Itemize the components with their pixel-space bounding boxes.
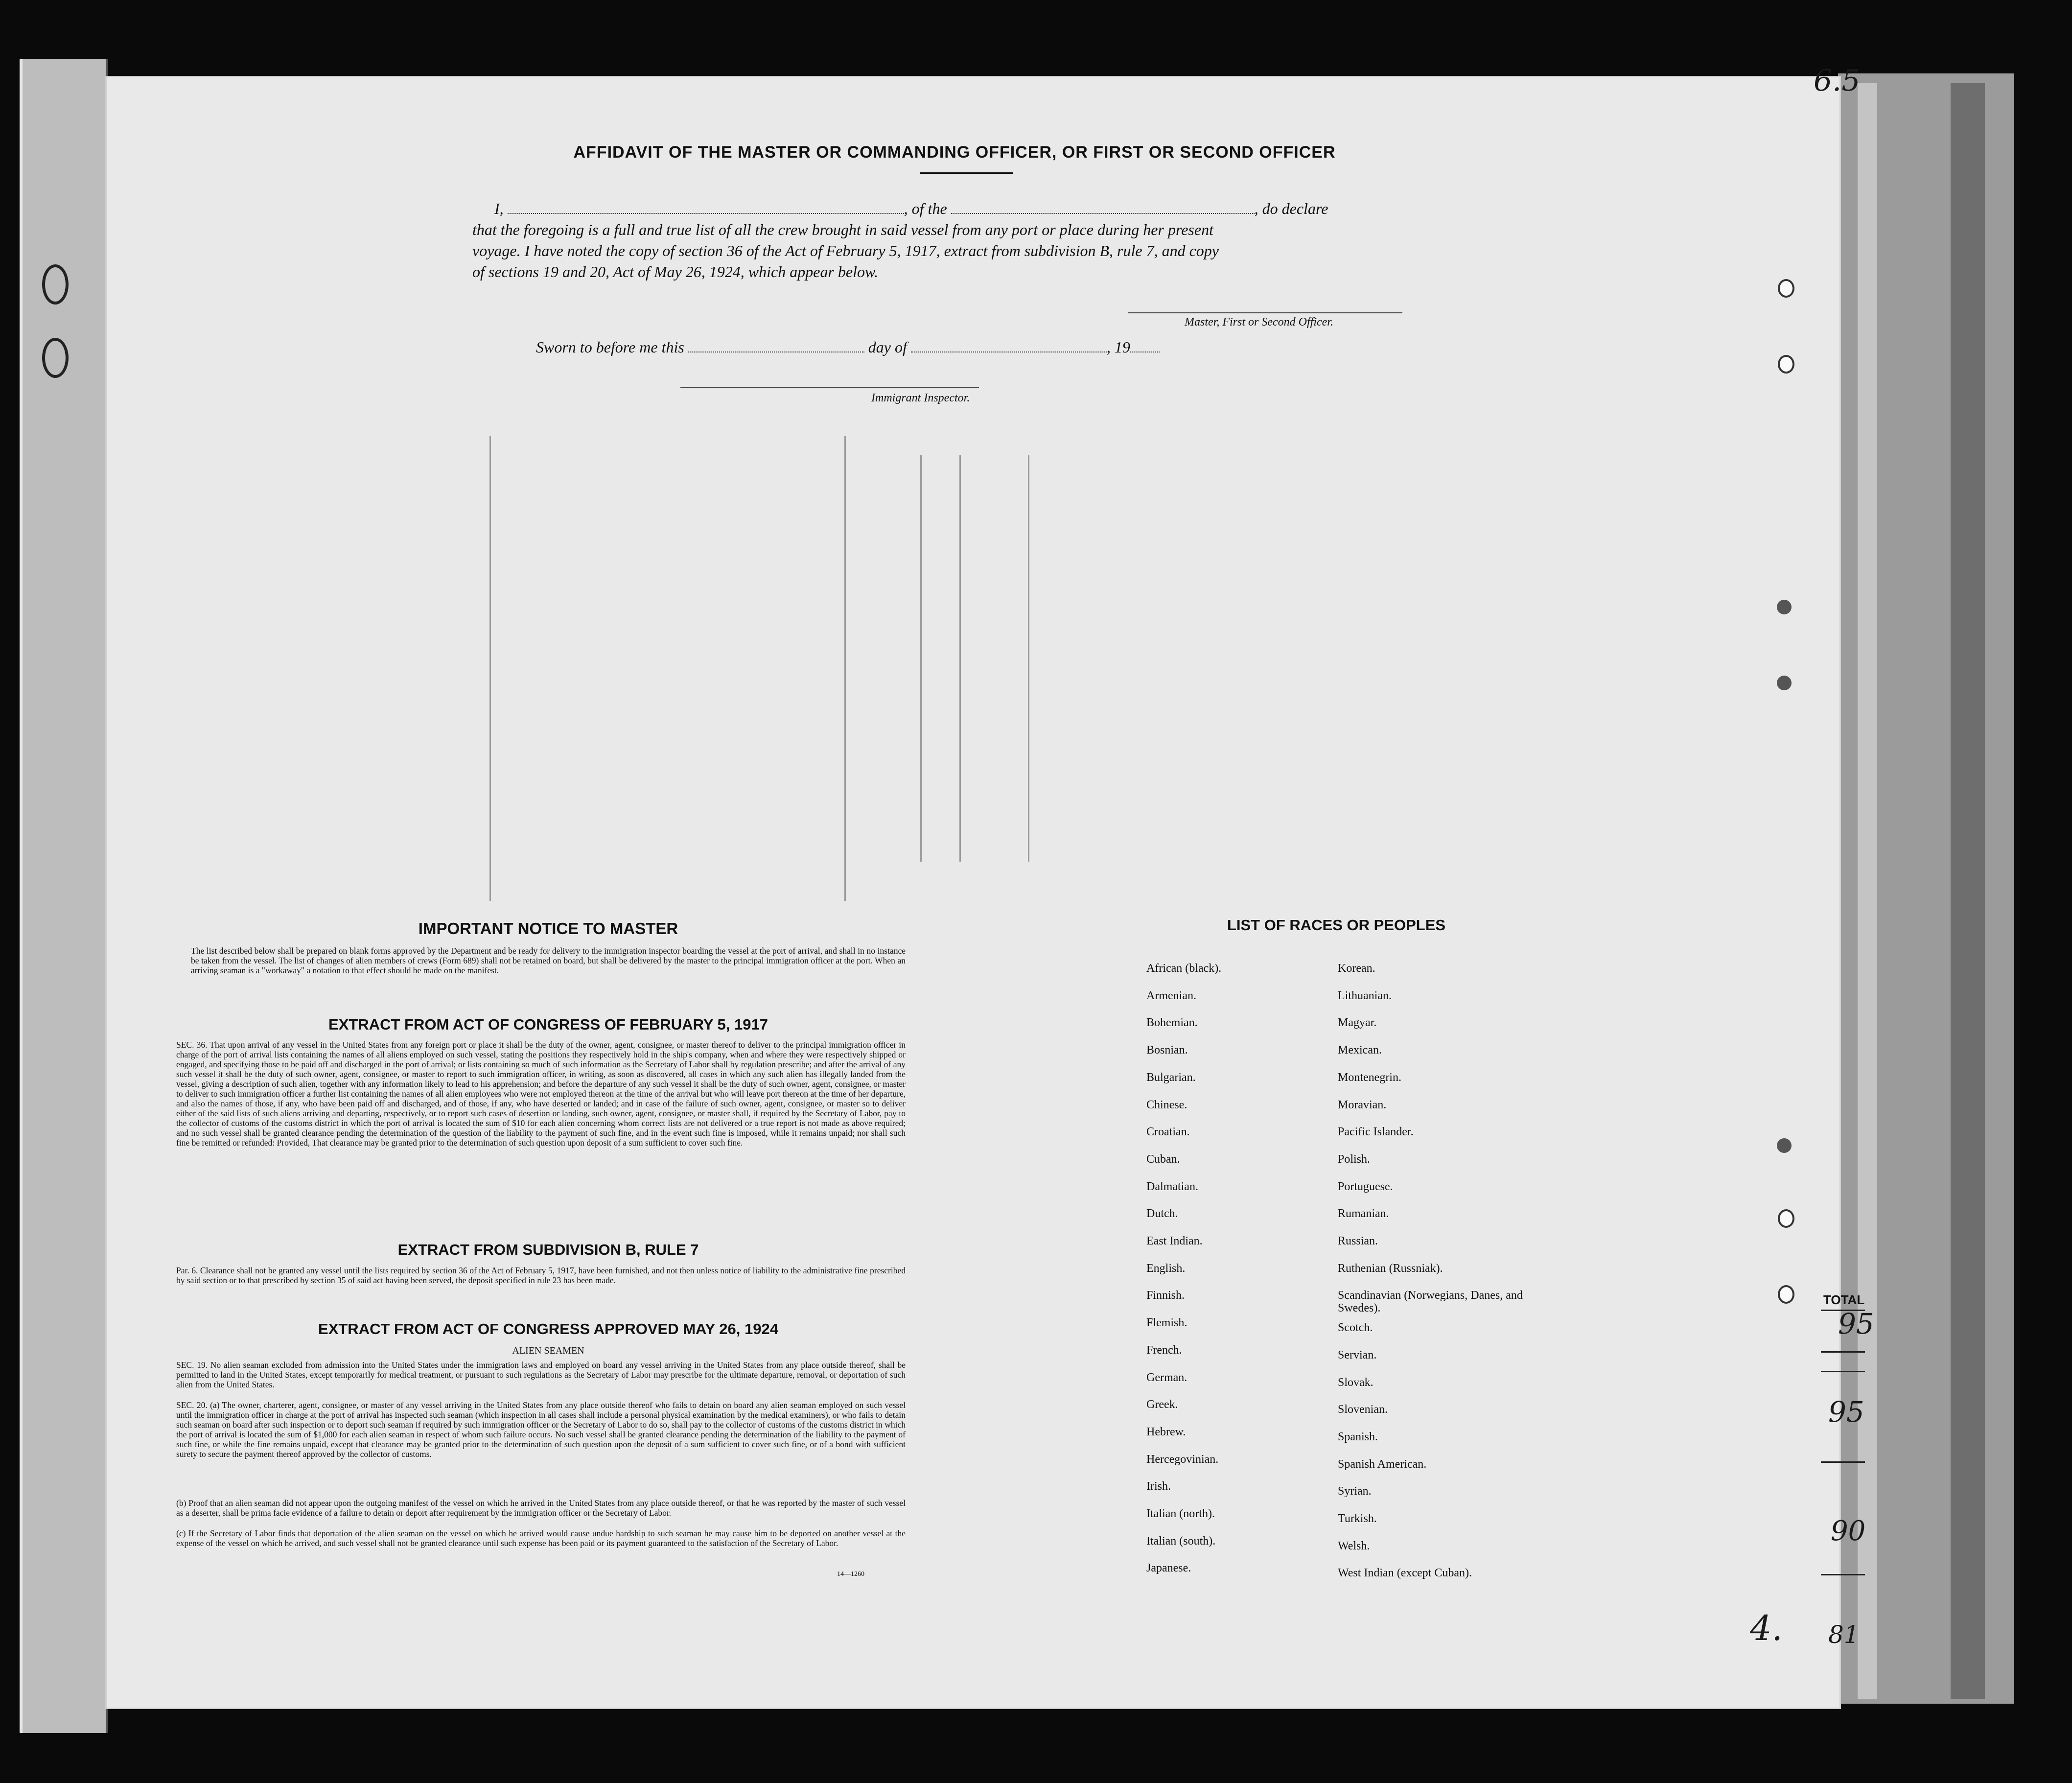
extract-1917-title: EXTRACT FROM ACT OF CONGRESS OF FEBRUARY 5, 1917 xyxy=(328,1016,768,1033)
race-item: Montenegrin. xyxy=(1338,1071,1401,1084)
race-item: Syrian. xyxy=(1338,1485,1372,1498)
bleed-through-line xyxy=(489,436,491,901)
race-item: German. xyxy=(1146,1371,1187,1384)
race-item: Moravian. xyxy=(1338,1098,1387,1111)
sec19-text: SEC. 19. No alien seaman excluded from admission into the United States under the immigration laws and employed on board any vessel arriving in the United States from any place outside thereof, shall be permitted to land in the United States, except temporarily for medical treatment, or pursuant to such regulations as the Secretary of Labor may prescribe for the ultimate departure, removal, or deportation of such alien from the United States. xyxy=(176,1360,906,1389)
alien-seamen-subtitle: ALIEN SEAMEN xyxy=(512,1345,584,1356)
race-item: Scotch. xyxy=(1338,1321,1373,1335)
binder-ring xyxy=(42,264,69,305)
race-item: Hercegovinian. xyxy=(1146,1453,1219,1466)
race-item: Hebrew. xyxy=(1146,1425,1186,1438)
bleed-through-line xyxy=(920,455,922,862)
form-number: 14—1260 xyxy=(837,1571,864,1578)
race-item: Greek. xyxy=(1146,1398,1178,1411)
race-item: Rumanian. xyxy=(1338,1207,1389,1220)
race-item: Dutch. xyxy=(1146,1207,1178,1220)
race-item: Scandinavian (Norwegians, Danes, and Swedes). xyxy=(1338,1289,1523,1315)
race-item: Servian. xyxy=(1338,1348,1377,1361)
race-item: Spanish. xyxy=(1338,1430,1378,1443)
race-item: Pacific Islander. xyxy=(1338,1126,1414,1139)
inspector-signature-line xyxy=(680,387,979,388)
bleed-through-line xyxy=(959,455,961,862)
sworn-line xyxy=(536,337,1221,358)
sworn-day-of: day of xyxy=(868,338,907,356)
decl-i: I, xyxy=(494,200,504,217)
edge-strip xyxy=(1858,83,1877,1699)
binder-ring xyxy=(42,338,69,378)
title-rule xyxy=(920,172,1013,174)
underlying-page-edge xyxy=(1838,73,2014,1704)
rivet-dot xyxy=(1777,676,1792,690)
total-value-2: 95 xyxy=(1828,1395,1864,1429)
decl-do-declare: , do declare xyxy=(1254,200,1328,217)
race-item: Dalmatian. xyxy=(1146,1180,1198,1193)
race-item: Slovenian. xyxy=(1338,1403,1388,1416)
extract-1917-text: SEC. 36. That upon arrival of any vessel in the United States from any foreign port or place it shall be the duty of the owner, agent, consignee, or master thereof to deliver to the principal immigration officer in charge of the port of arrival lists containing the names of all aliens employed on such vessel, stating the positions they respectively hold in the ship's company, when and where they were respectively shipped or engaged, and specifying those to be paid off and discharged in the port of arrival; or lists containing so much of such information as the Secretary of Labor shall by regulation prescribe; and after the arrival of any such vessel it shall be the duty of such owner, agent, consignee, or master to report to such immigration officer, in writing, as soon as discovered, all cases in which any such alien has illegally landed from the vessel, giving a description of such alien, together with any information likely to lead to his apprehension; and before the departure of any such vessel it shall be the duty of such owner, agent, consignee, or master to deliver to such immigration officer a further list containing the names of all alien employees who were not employed thereon at the time of the arrival but who will leave port thereon at the time of her departure, and also the names of those, if any, who have been paid off and discharged, and of those, if any, who have deserted or landed; and in case of the failure of such owner, agent, consignee, or master so to deliver either of the said lists of such aliens arriving and departing, respectively, or to report such cases of desertion or landing, such owner, agent, consignee, or master shall, if required by the Secretary of Labor, pay to the collector of customs of the customs district in which the port of arrival is located the sum of $10 for each alien concerning whom correct lists are not delivered or a true report is not made as above required; and no such vessel shall be granted clearance pending the determination of the question of the liability to the payment of such fine, and in the event such fine is imposed, while it remains unpaid; nor shall such fine be remitted or refunded: Provided, That clearance may be granted prior to the determination of such question upon deposit of a sum sufficient to cover such fine. xyxy=(176,1040,906,1148)
race-item: Slovak. xyxy=(1338,1376,1374,1389)
declaration-line-3: voyage. I have noted the copy of section 36 of the Act of February 5, 1917, extract from subdivision B, rule 7, and copy xyxy=(472,242,1219,259)
affidavit-title: AFFIDAVIT OF THE MASTER OR COMMANDING OFFICER, OR FIRST OR SECOND OFFICER xyxy=(573,143,1336,162)
race-item: Irish. xyxy=(1146,1480,1171,1493)
race-item: Spanish American. xyxy=(1338,1457,1427,1471)
notice-text: The list described below shall be prepared on blank forms approved by the Department and be ready for delivery to the immigration inspector boarding the vessel at the port of arrival, and shall in no instance be taken from the vessel. The list of changes of alien members of crews (Form 689) shall not be retained on board, but shall be delivered by the master to the principal immigration officer at the port. When an arriving seaman is a "workaway" a notation to that effect should be made on the manifest. xyxy=(191,946,906,975)
race-item: Cuban. xyxy=(1146,1152,1180,1166)
race-item: Bohemian. xyxy=(1146,1016,1198,1030)
race-item: Mexican. xyxy=(1338,1044,1382,1057)
master-signature-line xyxy=(1128,312,1402,313)
race-item: Turkish. xyxy=(1338,1512,1377,1525)
race-item: English. xyxy=(1146,1262,1186,1275)
inspector-caption: Immigrant Inspector. xyxy=(871,392,970,404)
document-page xyxy=(105,76,1841,1709)
master-caption: Master, First or Second Officer. xyxy=(1185,316,1333,328)
extract-rule7-text: Par. 6. Clearance shall not be granted any vessel until the lists required by section 36 of the Act of February 5, 1917, have been furnished, and not then unless notice of liability to the administrative fine prescribed by said section or to that prescribed by section 35 of said act having been served, the deposit specified in rule 23 has been made. xyxy=(176,1266,906,1285)
race-item: Welsh. xyxy=(1338,1539,1370,1552)
race-item: Portuguese. xyxy=(1338,1180,1393,1193)
race-item: Polish. xyxy=(1338,1152,1371,1166)
race-item: African (black). xyxy=(1146,962,1222,975)
sec20c-text: (c) If the Secretary of Labor finds that deportation of the alien seaman on the vessel on which he arrived would cause undue hardship to such seaman he may cause him to be deported on another vessel at the expense of the vessel on which he arrived, and such vessel shall not be granted clearance until such expense has been paid or its payment guaranteed to the satisfaction of the Secretary of Labor. xyxy=(176,1528,906,1548)
total-value-4: 81 xyxy=(1828,1620,1860,1649)
race-item: East Indian. xyxy=(1146,1235,1203,1247)
total-label: TOTAL xyxy=(1823,1292,1865,1307)
declaration-line-4: of sections 19 and 20, Act of May 26, 1924, which appear below. xyxy=(472,263,878,281)
total-value-1: 95 xyxy=(1838,1307,1874,1340)
race-item: Japanese. xyxy=(1146,1562,1191,1575)
total-rule xyxy=(1821,1351,1865,1353)
total-rule xyxy=(1821,1371,1865,1372)
race-item: Italian (north). xyxy=(1146,1507,1215,1520)
decl-of-the: , of the xyxy=(904,200,947,217)
sworn-year: , 19 xyxy=(1106,338,1130,356)
declaration-line-2: that the foregoing is a full and true list of all the crew brought in said vessel from any port or place during her present xyxy=(472,221,1213,238)
race-item: Armenian. xyxy=(1146,989,1196,1002)
race-item: West Indian (except Cuban). xyxy=(1338,1567,1472,1580)
race-item: Russian. xyxy=(1338,1235,1378,1247)
extract-1924-title: EXTRACT FROM ACT OF CONGRESS APPROVED MAY 26, 1924 xyxy=(318,1320,778,1337)
sworn-text: Sworn to before me this xyxy=(536,338,684,356)
race-item: Magyar. xyxy=(1338,1016,1377,1030)
races-title: LIST OF RACES OR PEOPLES xyxy=(1227,916,1446,934)
race-item: Bulgarian. xyxy=(1146,1071,1196,1084)
race-item: Flemish. xyxy=(1146,1316,1187,1330)
punch-hole xyxy=(1778,1209,1794,1228)
bleed-through-line xyxy=(844,436,846,901)
sec20a-text: SEC. 20. (a) The owner, charterer, agent, consignee, or master of any vessel arriving in the United States from any place outside thereof who fails to detain on board any alien seaman employed on such vessel until the immigration officer in charge at the port of arrival has inspected such seaman (which inspection in all cases shall include a personal physical examination by the medical examiners), or who fails to detain such seaman on board after such inspection or to deport such seaman if required by such immigration officer or the Secretary of Labor to do so, shall pay to the collector of customs of the customs district in which the port of arrival is located the sum of $1,000 for each alien seaman in respect of whom such failure occurs. No such vessel shall be granted clearance pending the determination of the liability to the payment of such fine, or while the fine remains unpaid, except that clearance may be granted prior to the determination of such question upon the deposit of a sum sufficient to cover such fine, or of a bond with sufficient surety to secure the payment thereof approved by the collector of customs. xyxy=(176,1400,906,1459)
total-value-3: 90 xyxy=(1831,1515,1866,1547)
bottom-margin-note: 4. xyxy=(1750,1608,1783,1648)
race-item: Bosnian. xyxy=(1146,1044,1188,1057)
edge-strip-dark xyxy=(1951,83,1985,1699)
punch-hole xyxy=(1778,279,1794,298)
race-item: Korean. xyxy=(1338,962,1375,975)
race-item: Finnish. xyxy=(1146,1289,1185,1302)
punch-hole xyxy=(1778,1285,1794,1304)
race-item: Lithuanian. xyxy=(1338,989,1392,1002)
total-rule xyxy=(1821,1461,1865,1463)
punch-hole xyxy=(1778,355,1794,374)
rivet-dot xyxy=(1777,600,1792,614)
race-item: Chinese. xyxy=(1146,1098,1187,1111)
vessel-blank[interactable] xyxy=(951,213,1255,214)
sec20b-text: (b) Proof that an alien seaman did not appear upon the outgoing manifest of the vessel on which he arrived in the United States from any place outside thereof, or that he was reported by the master of such vessel as a deserter, shall be prima facie evidence of a failure to detain or deport after requirement by the immigration officer or the Secretary of Labor. xyxy=(176,1498,906,1518)
name-blank[interactable] xyxy=(508,213,904,214)
page-number-note: 6.5 xyxy=(1814,64,1861,98)
race-item: Croatian. xyxy=(1146,1126,1190,1139)
notice-title: IMPORTANT NOTICE TO MASTER xyxy=(418,919,678,938)
race-item: Italian (south). xyxy=(1146,1534,1216,1548)
bleed-through-line xyxy=(1028,455,1029,862)
extract-rule7-title: EXTRACT FROM SUBDIVISION B, RULE 7 xyxy=(397,1241,699,1258)
race-item: Ruthenian (Russniak). xyxy=(1338,1262,1443,1275)
race-item: French. xyxy=(1146,1343,1182,1357)
total-rule xyxy=(1821,1574,1865,1575)
binder-spine xyxy=(20,59,108,1733)
declaration-line-1 xyxy=(494,198,1444,219)
rivet-dot xyxy=(1777,1138,1792,1153)
